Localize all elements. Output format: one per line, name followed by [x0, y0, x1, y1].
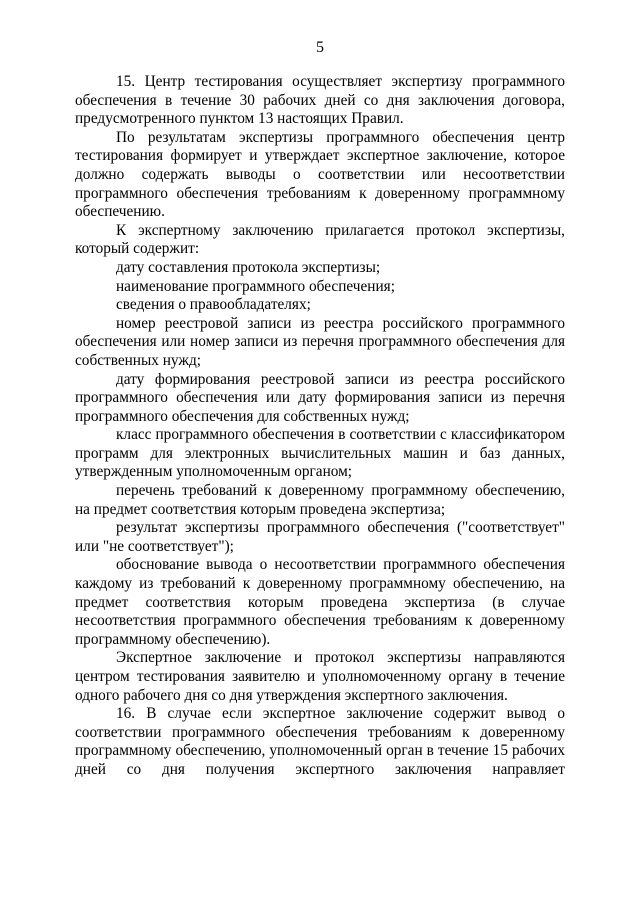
document-body — [75, 73, 565, 780]
list-item-requirements-list: перечень требований к доверенному программному обеспечению, на предмет соответствия которым проведена экспертиза; — [75, 482, 565, 518]
page-number: 5 — [316, 39, 324, 56]
list-item-software-class: класс программного обеспечения в соответствии с классификатором программ для электронных вычислительных машин и баз данных, утвержденным уполномоченным органом; — [75, 426, 565, 481]
list-item-software-name: наименование программного обеспечения; — [116, 277, 395, 295]
list-item-rights-holders: сведения о правообладателях; — [116, 296, 311, 314]
paragraph-item-16: 16. В случае если экспертное заключение содержит вывод о соответствии программного обеспечения требованиям к доверенному программному обеспечению, уполномоченный орган в течение 15 рабочих дней со дня получения экспертного заключения направляет — [75, 705, 565, 778]
paragraph-delivery: Экспертное заключение и протокол экспертизы направляются центром тестирования заявителю и уполномоченному органу в течение одного рабочего дня со дня утверждения экспертного заключения. — [75, 649, 565, 704]
paragraph-expert-conclusion: По результатам экспертизы программного обеспечения центр тестирования формирует и утверждает экспертное заключение, которое должно содержать выводы о соответствии или несоответствии программного обеспечения требованиям к доверенному программному обеспечению. — [75, 128, 565, 221]
paragraph-protocol-intro: К экспертному заключению прилагается протокол экспертизы, который содержит: — [75, 221, 565, 258]
list-item-justification: обоснование вывода о несоответствии программного обеспечения каждому из требований к доверенному программному обеспечению, на предмет соответствия которым проведена экспертиза (в случае несоответствия программного обеспечения требованиям к доверенному программному обеспечению). — [75, 556, 565, 648]
list-item-registry-number: номер реестровой записи из реестра российского программного обеспечения или номер записи из перечня программного обеспечения для собственных нужд; — [75, 314, 565, 369]
list-item-expertise-result: результат экспертизы программного обеспечения ("соответствует" или "не соответствует"); — [75, 519, 565, 555]
list-item-registry-date: дату формирования реестровой записи из реестра российского программного обеспечения или дату формирования записи из перечня программного обеспечения для собственных нужд; — [75, 370, 565, 425]
paragraph-item-15: 15. Центр тестирования осуществляет экспертизу программного обеспечения в течение 30 рабочих дней со дня заключения договора, предусмотренного пунктом 13 настоящих Правил. — [75, 73, 565, 128]
list-item-protocol-date: дату составления протокола экспертизы; — [116, 258, 381, 276]
